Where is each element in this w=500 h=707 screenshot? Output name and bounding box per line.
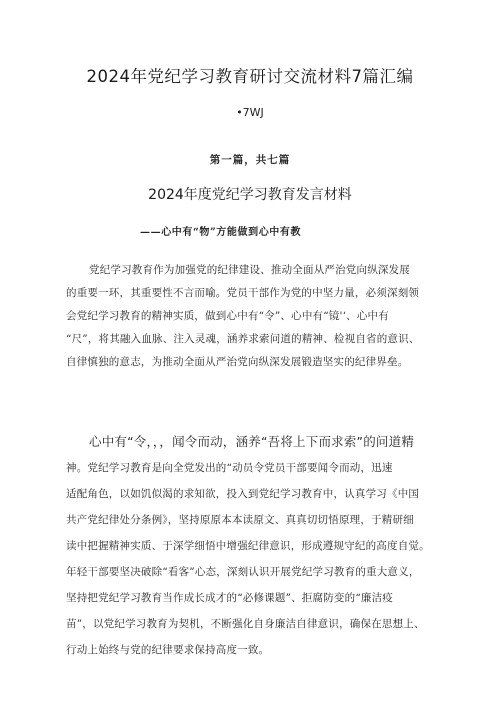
paragraph-line: 读中把握精神实质、于深学细悟中增强纪律意识，形成遵规守纪的高度自觉。 xyxy=(66,540,430,552)
paragraph-line: 苗”，以党纪学习教育为契机，不断强化自身廉洁自律意识，确保在思想上、 xyxy=(66,618,425,630)
paragraph-line: “尺”，将其融入血脉、注入灵魂，涵养求索问道的精神、检视自省的意识、 xyxy=(66,333,420,345)
paragraph-line: 共产党纪律处分条例》，坚持原原本本读原文、真真切切悟原理，于精研细 xyxy=(66,514,414,526)
paragraph-line: 年轻干部要坚决破除“看客”心态，深刻认识开展党纪学习教育的重大意义， xyxy=(66,566,420,578)
document-title: 2024年党纪学习教育研讨交流材料7篇汇编 xyxy=(86,67,414,86)
paragraph-line: 适配角色，以如饥似渴的求知欲，投入到党纪学习教育中，认真学习《中国 xyxy=(66,488,420,500)
document-subtitle: •7WJ xyxy=(236,106,264,119)
paragraph-line: 神。党纪学习教育是向全党发出的“动员令党员干部要闻令而动，迅速 xyxy=(66,462,393,474)
paragraph-lead-line: 心中有“令，，，闻令而动，涵养“吾将上下而求索”的问道精 xyxy=(89,434,415,449)
paragraph-line: 自律慎独的意志，为推动全面从严治党向纵深发展锻造坚实的纪律界垒。 xyxy=(66,356,409,368)
paragraph-line: 党纪学习教育作为加强党的纪律建设、推动全面从严治党向纵深发展 xyxy=(89,264,410,276)
speech-subtitle: ——心中有“物”方能做到心中有教 xyxy=(140,227,302,238)
paragraph-2 xyxy=(66,429,438,663)
paragraph-1 xyxy=(66,259,438,374)
part-label: 第一篇，共七篇 xyxy=(209,154,291,166)
speech-title: 2024年度党纪学习教育发言材料 xyxy=(148,187,352,203)
paragraph-line: 会党纪学习教育的精神实质，做到心中有“令”、心中有“镜'‘、心中有 xyxy=(66,310,389,322)
paragraph-line: 行动上始终与党的纪律要求保持高度一致。 xyxy=(66,644,270,656)
paragraph-line: 的重要一环，其重要性不言而喻。党员干部作为党的中坚力量，必须深刻领 xyxy=(66,287,420,299)
paragraph-line: 坚持把党纪学习教育当作成长成才的“必修课题”、拒腐防变的“廉洁疫 xyxy=(66,592,394,604)
